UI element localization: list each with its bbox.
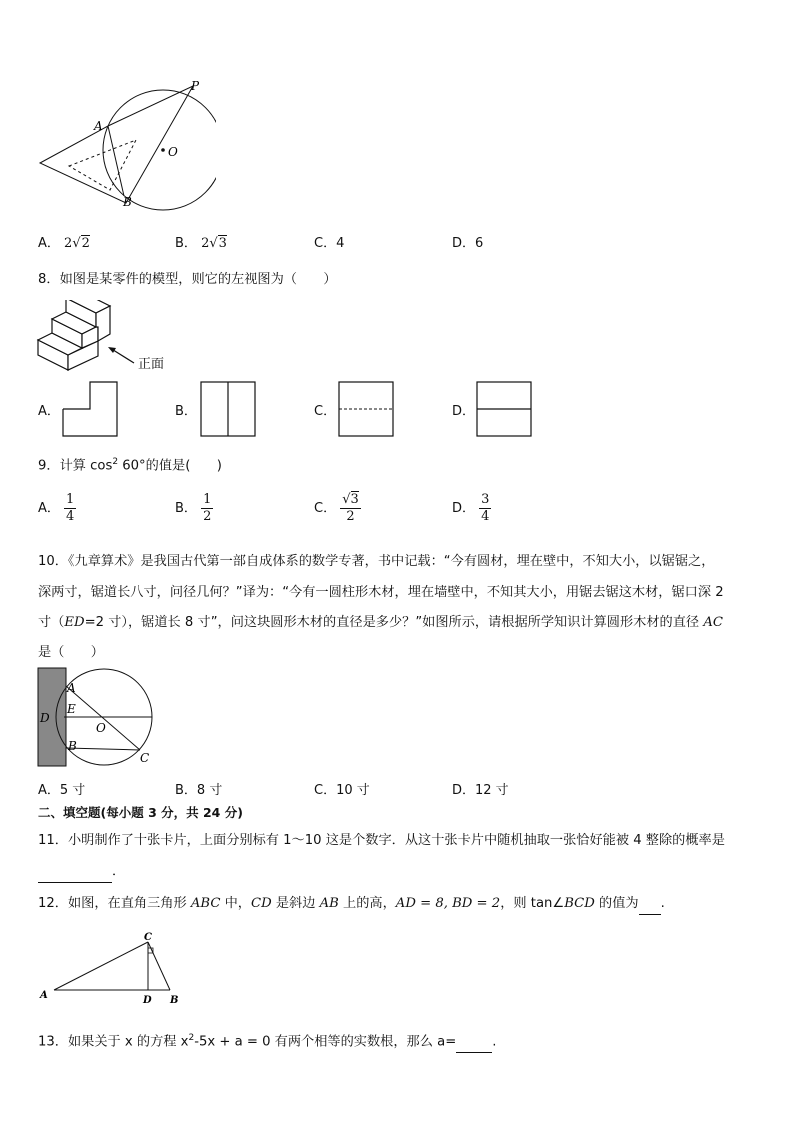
q8-option-a-letter[interactable]: A． bbox=[38, 404, 60, 419]
q9-stem bbox=[38, 452, 222, 476]
q10-option-a[interactable]: A．5 寸 bbox=[38, 783, 86, 798]
q12-t6: 的值为 bbox=[594, 896, 639, 911]
q9-a-den: 4 bbox=[66, 509, 75, 524]
q7-option-c-value: 4 bbox=[336, 236, 345, 251]
q7-option-c-letter: C． bbox=[314, 236, 337, 251]
q9-a-frac bbox=[64, 492, 76, 525]
q8-option-d-letter[interactable]: D． bbox=[452, 404, 476, 419]
q13-t3: . bbox=[492, 1034, 497, 1050]
q8-stem: 8．如图是某零件的模型，则它的左视图为（ ） bbox=[38, 272, 337, 287]
q12-figure bbox=[38, 928, 188, 1008]
q11-answer-blank[interactable] bbox=[38, 862, 112, 883]
q10-ac: AC bbox=[703, 615, 723, 630]
q12-t1: 12．如图，在直角三角形 bbox=[38, 896, 191, 911]
q12-stem bbox=[38, 894, 665, 915]
q10-label-a: A bbox=[67, 681, 76, 695]
q7-option-a-value: 2√2 bbox=[64, 236, 90, 251]
q8-option-c-letter[interactable]: C． bbox=[314, 404, 337, 419]
q9-d-num: 3 bbox=[481, 492, 490, 507]
q12-answer-blank[interactable] bbox=[639, 894, 661, 915]
q9-d-den: 4 bbox=[481, 509, 490, 524]
q7-option-a-letter: A． bbox=[38, 236, 60, 251]
q7-label-o: O bbox=[168, 145, 178, 159]
q9-c-num: √3 bbox=[342, 492, 359, 507]
q12-t4: 上的高， bbox=[338, 896, 396, 911]
q10-line3-a: 寸（ bbox=[38, 615, 65, 630]
q12-label-d: D bbox=[143, 995, 152, 1006]
q7-option-c[interactable] bbox=[314, 232, 344, 251]
q7-label-a: A bbox=[94, 119, 103, 133]
q7-figure bbox=[36, 78, 216, 218]
section2-title: 二、填空题(每小题 3 分，共 24 分) bbox=[38, 805, 243, 820]
q12-t3: 是斜边 bbox=[271, 896, 320, 911]
q7-a-rad: 2 bbox=[81, 236, 90, 251]
q7-option-d-letter: D． bbox=[452, 236, 476, 251]
q12-label-c: C bbox=[144, 932, 152, 943]
q12-cd: CD bbox=[251, 896, 272, 911]
q9-a-letter: A． bbox=[38, 501, 60, 516]
q9-c-rad: 3 bbox=[350, 492, 359, 507]
q13-stem bbox=[38, 1028, 496, 1053]
q10-label-b: B bbox=[68, 739, 77, 753]
q12-t7: . bbox=[660, 896, 665, 911]
q12-cond: AD = 8, BD = 2 bbox=[395, 896, 501, 911]
q8-option-a-figure bbox=[62, 381, 118, 437]
q12-abc: ABC bbox=[190, 896, 221, 911]
q12-label-a: A bbox=[40, 990, 48, 1001]
q7-b-rad: 3 bbox=[218, 236, 227, 251]
q10-line2: 深两寸，锯道长八寸，问径几何？”译为：“今有一圆柱形木材，埋在墙壁中，不知其大小，用锯去锯这木材，锯口深 2 bbox=[38, 585, 724, 600]
q13-t2: -5x + a = 0 有两个相等的实数根，那么 a= bbox=[194, 1034, 457, 1050]
q7-option-d-value: 6 bbox=[475, 236, 484, 251]
q7-a-coef: 2 bbox=[64, 236, 73, 251]
q9-b-num: 1 bbox=[203, 492, 212, 507]
q7-option-a[interactable] bbox=[38, 232, 90, 251]
q9-c-den: 2 bbox=[346, 509, 355, 524]
q7-option-b-letter: B． bbox=[175, 236, 197, 251]
q9-c-letter: C． bbox=[314, 501, 337, 516]
q10-label-d: D bbox=[40, 711, 50, 725]
q10-label-o: O bbox=[96, 721, 106, 735]
q9-b-frac bbox=[201, 492, 213, 525]
q8-front-label: 正面 bbox=[138, 357, 165, 372]
q9-option-b[interactable] bbox=[175, 492, 213, 525]
q12-t5: ，则 tan∠ bbox=[500, 896, 565, 911]
q10-line4: 是（ ） bbox=[38, 645, 104, 660]
q9-stem-before: 9．计算 cos bbox=[38, 458, 113, 474]
q8-option-c-figure bbox=[338, 381, 394, 437]
q9-stem-after: 60°的值是( ) bbox=[118, 458, 222, 474]
q11-line1: 11．小明制作了十张卡片，上面分别标有 1～10 这是个数字．从这十张卡片中随机抽取一张恰好能被 4 整除的概率是 bbox=[38, 833, 725, 848]
q10-label-e: E bbox=[67, 702, 76, 716]
q7-label-b: B bbox=[123, 195, 132, 209]
q10-option-b[interactable]: B．8 寸 bbox=[175, 783, 223, 798]
q10-ed: ED bbox=[64, 615, 85, 630]
q9-option-a[interactable] bbox=[38, 492, 76, 525]
q9-a-num: 1 bbox=[66, 492, 75, 507]
q7-option-d[interactable] bbox=[452, 232, 483, 251]
q9-stem-sup: 2 bbox=[112, 457, 119, 467]
q7-label-p: P bbox=[191, 79, 200, 93]
q12-label-b: B bbox=[170, 995, 179, 1006]
q8-option-b-letter[interactable]: B． bbox=[175, 404, 197, 419]
q12-bcd: BCD bbox=[564, 896, 595, 911]
q13-sup: 2 bbox=[188, 1033, 195, 1043]
q11-line2 bbox=[38, 862, 125, 883]
q10-line3 bbox=[38, 613, 723, 633]
q7-option-b-value: 2√3 bbox=[201, 236, 227, 251]
q10-line3-b: =2 寸），锯道长 8 寸”，问这块圆形木材的直径是多少？”如图所示，请根据所学知识计算圆形木材的直径 bbox=[84, 615, 704, 630]
q9-option-c[interactable] bbox=[314, 492, 361, 525]
q10-label-c: C bbox=[140, 751, 150, 765]
q9-d-letter: D． bbox=[452, 501, 476, 516]
q11-line2-end: ． bbox=[112, 864, 126, 879]
q13-answer-blank[interactable] bbox=[456, 1032, 492, 1053]
q12-ab: AB bbox=[319, 896, 339, 911]
q9-option-d[interactable] bbox=[452, 492, 491, 525]
q13-t1: 13．如果关于 x 的方程 x bbox=[38, 1034, 189, 1050]
q10-line1: 10．《九章算术》是我国古代第一部自成体系的数学专著，书中记载：“今有圆材，埋在壁中，不知大小，以锯锯之， bbox=[38, 554, 715, 569]
q9-b-den: 2 bbox=[203, 509, 212, 524]
q8-option-b-figure bbox=[200, 381, 256, 437]
q10-option-c[interactable]: C．10 寸 bbox=[314, 783, 370, 798]
q9-d-frac bbox=[479, 492, 491, 525]
q9-c-frac bbox=[340, 492, 361, 525]
q10-option-d[interactable]: D．12 寸 bbox=[452, 783, 509, 798]
q9-b-letter: B． bbox=[175, 501, 197, 516]
q7-b-coef: 2 bbox=[201, 236, 210, 251]
q10-figure bbox=[36, 666, 156, 770]
q8-option-d-figure bbox=[476, 381, 532, 437]
q7-option-b[interactable] bbox=[175, 232, 227, 251]
q12-t2: 中， bbox=[220, 896, 251, 911]
